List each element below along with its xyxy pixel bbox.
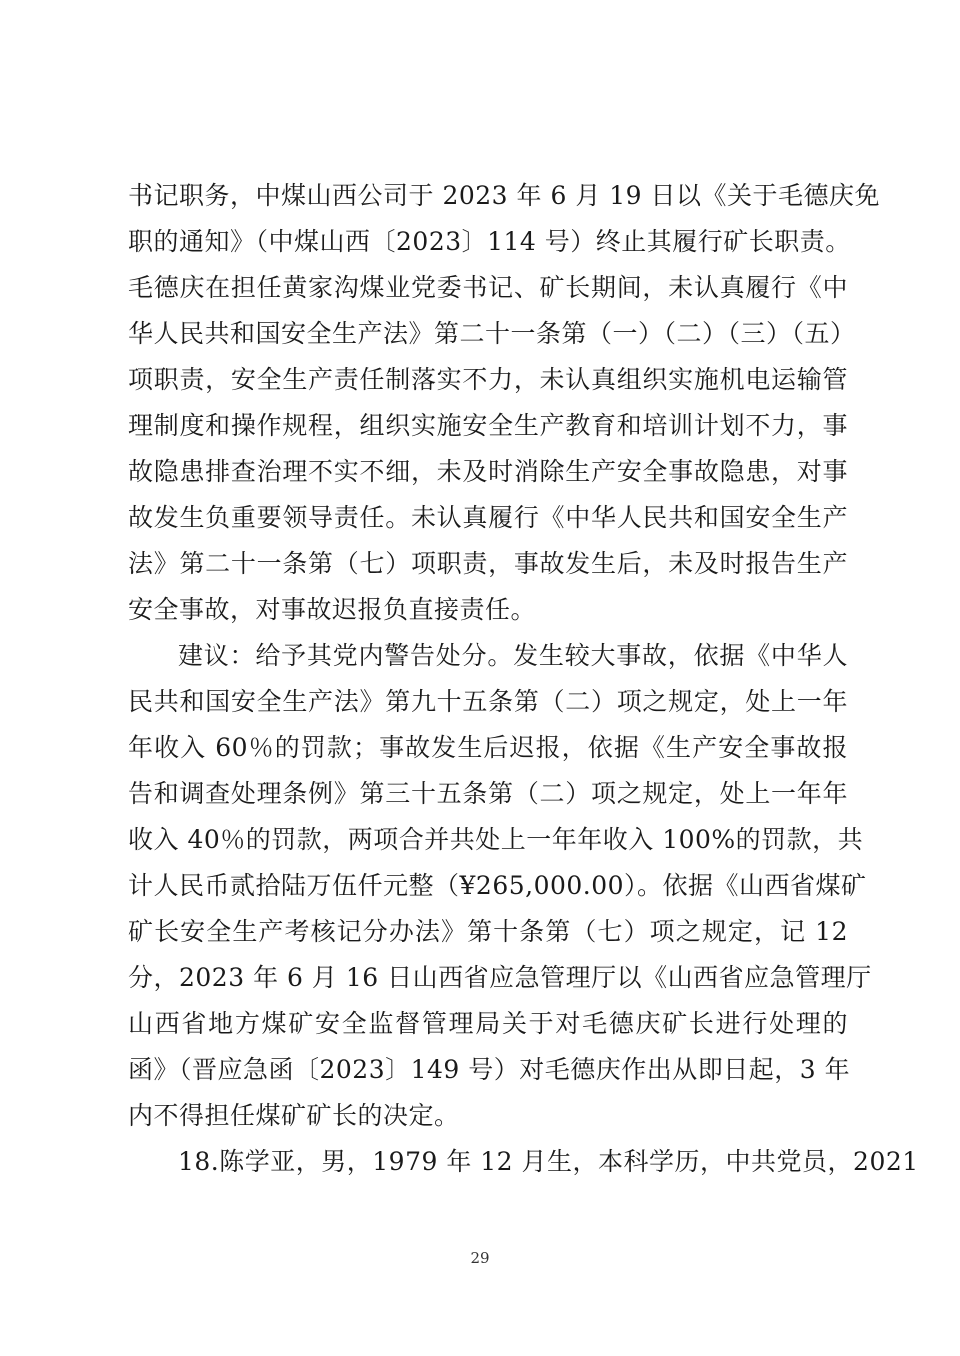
paragraph-2-line-8: 分，2023 年 6 月 16 日山西省应急管理厅以《山西省应急管理厅	[128, 963, 872, 992]
paragraph-2-line-11: 内不得担任煤矿矿长的决定。	[128, 1101, 460, 1130]
paragraph-1-line-9: 法》第二十一条第（七）项职责，事故发生后，未及时报告生产	[128, 549, 848, 578]
paragraph-2-line-7: 矿长安全生产考核记分办法》第十条第（七）项之规定，记 12	[128, 917, 848, 946]
paragraph-2-line-2: 民共和国安全生产法》第九十五条第（二）项之规定，处上一年	[128, 687, 848, 716]
paragraph-2-line-3: 年收入 60％的罚款；事故发生后迟报，依据《生产安全事故报	[128, 733, 848, 762]
paragraph-1-line-4: 华人民共和国安全生产法》第二十一条第（一）（二）（三）（五）	[128, 319, 856, 348]
paragraph-2-line-9: 山西省地方煤矿安全监督管理局关于对毛德庆矿长进行处理的	[128, 1009, 848, 1038]
paragraph-2-line-4: 告和调查处理条例》第三十五条第（二）项之规定，处上一年年	[128, 779, 848, 808]
paragraph-1-line-5: 项职责，安全生产责任制落实不力，未认真组织实施机电运输管	[128, 365, 848, 394]
paragraph-1-line-6: 理制度和操作规程，组织实施安全生产教育和培训计划不力，事	[128, 411, 848, 440]
paragraph-2-line-1: 建议：给予其党内警告处分。发生较大事故，依据《中华人	[178, 641, 848, 670]
paragraph-1-line-2: 职的通知》（中煤山西〔2023〕114 号）终止其履行矿长职责。	[128, 227, 851, 256]
paragraph-1-line-10: 安全事故，对事故迟报负直接责任。	[128, 595, 537, 624]
paragraph-1-line-8: 故发生负重要领导责任。未认真履行《中华人民共和国安全生产	[128, 503, 848, 532]
paragraph-2-line-6: 计人民币贰拾陆万伍仟元整（¥265,000.00）。依据《山西省煤矿	[128, 871, 867, 900]
paragraph-3-line-1: 18.陈学亚，男，1979 年 12 月生，本科学历，中共党员，2021	[178, 1147, 919, 1176]
page-number: 29	[470, 1249, 490, 1267]
paragraph-1-line-3: 毛德庆在担任黄家沟煤业党委书记、矿长期间，未认真履行《中	[128, 273, 848, 302]
paragraph-1-line-7: 故隐患排查治理不实不细，未及时消除生产安全事故隐患，对事	[128, 457, 848, 486]
paragraph-2-line-10: 函》（晋应急函〔2023〕149 号）对毛德庆作出从即日起，3 年	[128, 1055, 851, 1084]
paragraph-1-line-1: 书记职务，中煤山西公司于 2023 年 6 月 19 日以《关于毛德庆免	[128, 181, 881, 210]
paragraph-2-line-5: 收入 40％的罚款，两项合并共处上一年年收入 100%的罚款，共	[128, 825, 864, 854]
